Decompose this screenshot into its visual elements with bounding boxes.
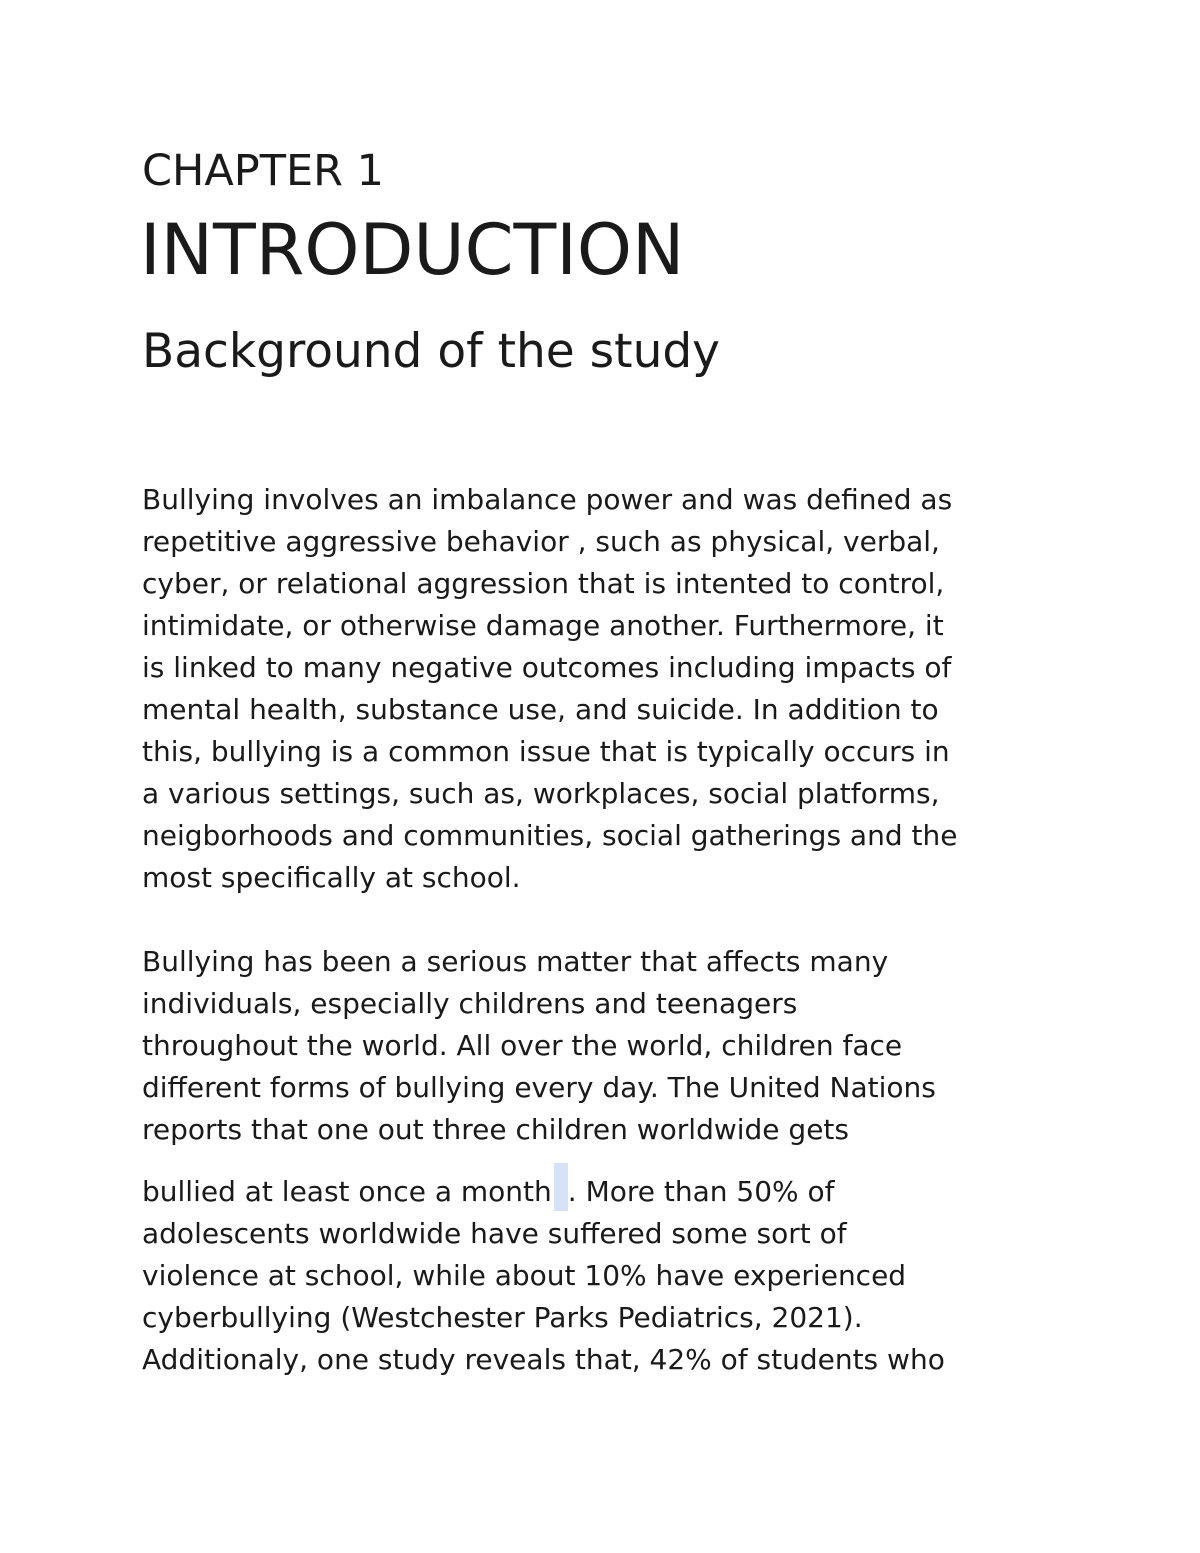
paragraph-line: throughout the world. All over the world, children face (142, 1029, 903, 1062)
paragraph-line: is linked to many negative outcomes including impacts of (142, 651, 952, 684)
paragraph-line: individuals, especially childrens and teenagers (142, 987, 798, 1020)
page-title: INTRODUCTION (140, 209, 685, 291)
paragraph-line: violence at school, while about 10% have experienced (142, 1259, 907, 1292)
paragraph-line: cyber, or relational aggression that is intented to control, (142, 567, 945, 600)
paragraph-line: this, bullying is a common issue that is typically occurs in (142, 735, 950, 768)
chapter-label: CHAPTER 1 (142, 146, 385, 196)
paragraph-line-text: . More than 50% of (567, 1175, 835, 1208)
body-paragraph-2[interactable] (142, 941, 945, 1381)
paragraph-line-with-cursor (142, 1151, 945, 1213)
paragraph-line: adolescents worldwide have suffered some sort of (142, 1217, 847, 1250)
text-selection-highlight[interactable] (554, 1163, 568, 1211)
paragraph-line: mental health, substance use, and suicide. In addition to (142, 693, 939, 726)
paragraph-line: most specifically at school. (142, 861, 521, 894)
section-heading: Background of the study (142, 324, 720, 379)
paragraph-line: different forms of bullying every day. The United Nations (142, 1071, 936, 1104)
paragraph-line: reports that one out three children worldwide gets (142, 1113, 849, 1146)
paragraph-line: cyberbullying (Westchester Parks Pediatrics, 2021). (142, 1301, 863, 1334)
paragraph-line: neigborhoods and communities, social gatherings and the (142, 819, 958, 852)
body-paragraph-1[interactable] (142, 479, 957, 899)
paragraph-line: repetitive aggressive behavior , such as physical, verbal, (142, 525, 940, 558)
paragraph-line: a various settings, such as, workplaces, social platforms, (142, 777, 940, 810)
paragraph-line: intimidate, or otherwise damage another. Furthermore, it (142, 609, 944, 642)
paragraph-line: Bullying involves an imbalance power and was defined as (142, 483, 953, 516)
paragraph-line: Bullying has been a serious matter that affects many (142, 945, 889, 978)
paragraph-line-text: bullied at least once a month (142, 1175, 552, 1208)
paragraph-line: Additionaly, one study reveals that, 42% of students who (142, 1343, 945, 1376)
